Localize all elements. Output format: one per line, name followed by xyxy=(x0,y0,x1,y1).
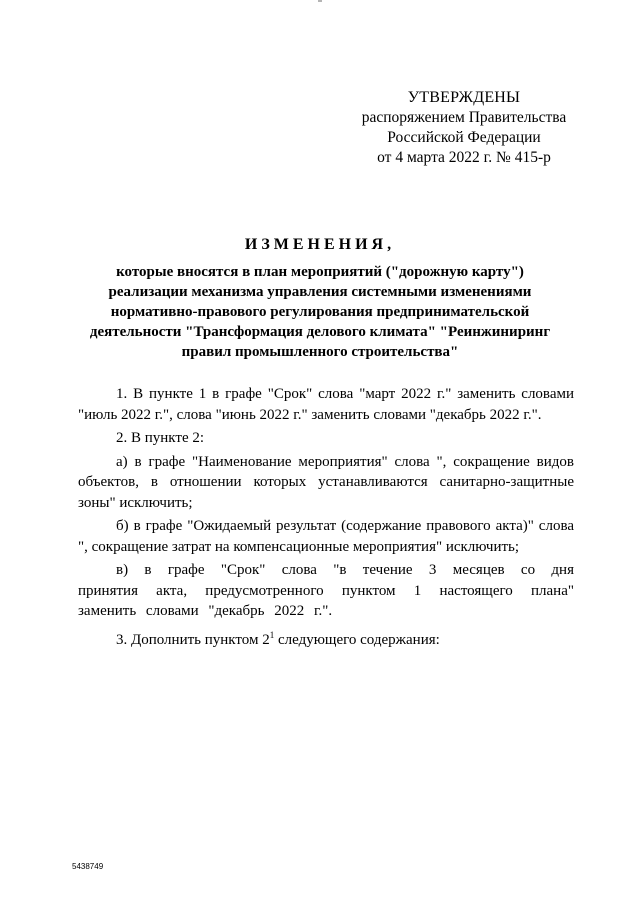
paragraph-2a: а) в графе "Наименование мероприятия" слова ", сокращение видов объектов, в отношении которых устанавливаются санитарно-защитные зоны" исключить; xyxy=(78,453,574,511)
document-subtitle xyxy=(80,262,560,362)
paragraph-2: 2. В пункте 2: xyxy=(116,430,205,446)
document-number: 5438749 xyxy=(72,862,104,871)
document-body xyxy=(78,384,574,650)
approval-line-2: Российской Федерации xyxy=(387,129,541,146)
paragraph-2c: в) в графе "Срок" слова "в течение 3 месяцев со дня принятия акта, предусмотренного пунктом 1 настоящего плана" заменить словами "декабрь 2022 г.". xyxy=(78,562,574,619)
approval-heading: УТВЕРЖДЕНЫ xyxy=(407,89,521,106)
document-title: ИЗМЕНЕНИЯ, xyxy=(244,236,396,253)
paragraph-3 xyxy=(78,625,574,651)
subtitle-line-4: деятельности "Трансформация делового климата" "Реинжиниринг xyxy=(89,324,551,340)
paragraph-3-superscript: 1 xyxy=(269,629,275,640)
approval-line-3: от 4 марта 2022 г. № 415-р xyxy=(377,149,551,166)
subtitle-line-5: правил промышленного строительства" xyxy=(181,344,459,360)
subtitle-line-3: нормативно-правового регулирования предпринимательской xyxy=(110,304,530,320)
subtitle-line-1: которые вносятся в план мероприятий ("дорожную карту") xyxy=(116,264,524,280)
subtitle-line-2: реализации механизма управления системными изменениями xyxy=(108,284,532,300)
paragraph-1: 1. В пункте 1 в графе "Срок" слова "март 2022 г." заменить словами "июль 2022 г.", слова "июнь 2022 г." заменить словами "декабрь 2022 г.". xyxy=(78,386,574,423)
approval-block xyxy=(344,88,584,168)
approval-line-1: распоряжением Правительства xyxy=(361,109,567,126)
page-top-mark xyxy=(318,0,322,2)
paragraph-3-text-end: следующего содержания: xyxy=(274,631,440,648)
paragraph-2b: б) в графе "Ожидаемый результат (содержание правового акта)" слова ", сокращение затрат на компенсационные мероприятия" исключить; xyxy=(78,518,574,555)
paragraph-3-text: 3. Дополнить пунктом 2 xyxy=(116,631,270,648)
